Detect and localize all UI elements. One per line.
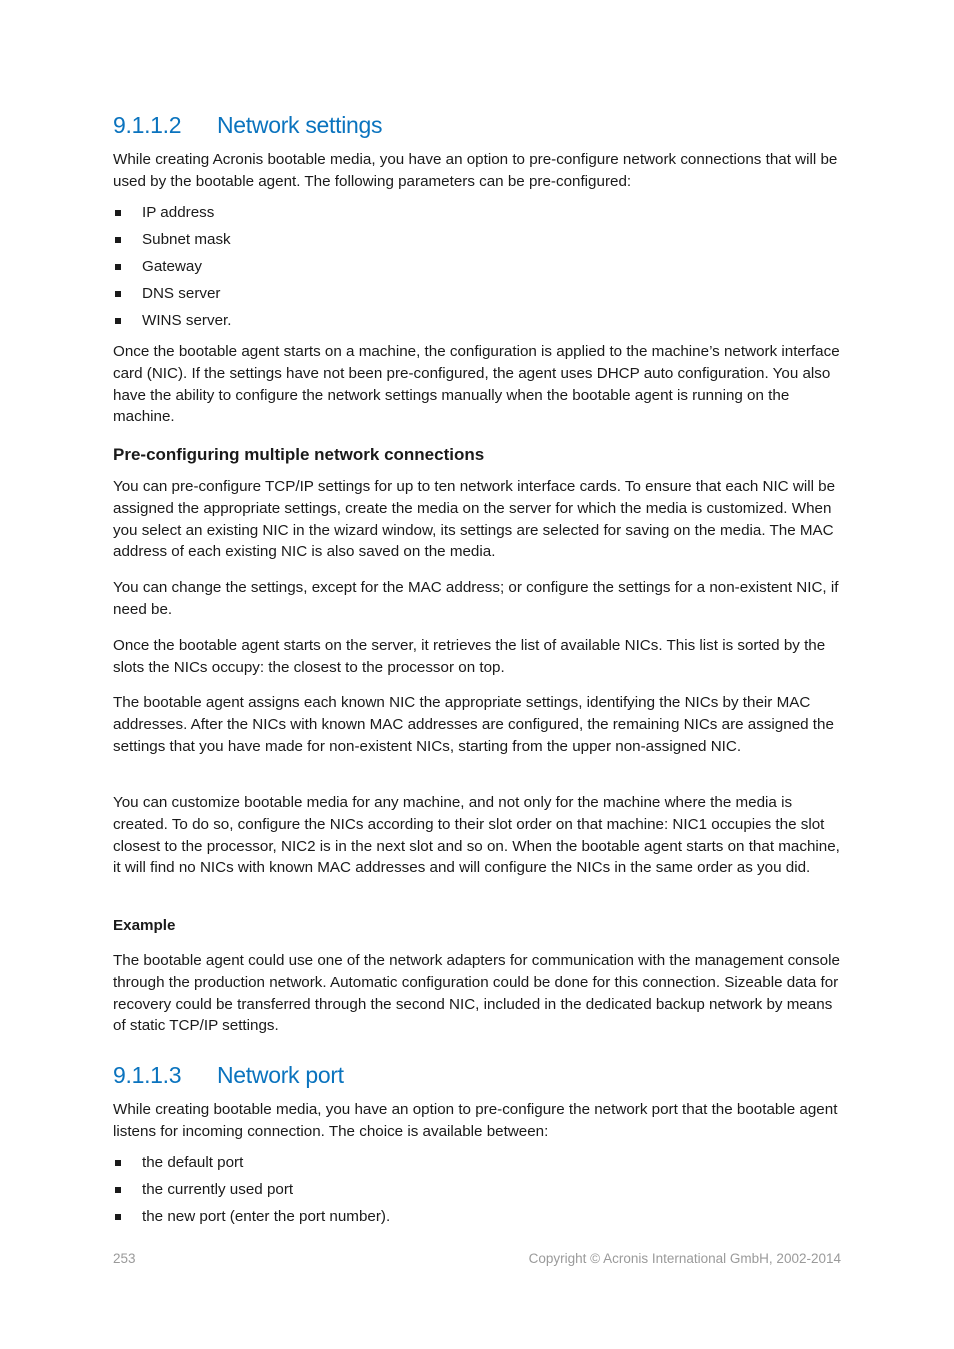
subsection-heading: Pre-configuring multiple network connections	[113, 445, 485, 464]
bullet-square-icon	[115, 237, 121, 243]
paragraph: The bootable agent could use one of the network adapters for communication with the management console through the production network. Automatic configuration could be done for this connection. Sizeable data for recovery could be transferred through the second NIC, included in the dedicated backup network by means of static TCP/IP settings.	[113, 952, 840, 1035]
page-number: 253	[113, 1251, 136, 1266]
section-title: Network port	[217, 1062, 344, 1088]
example-heading: Example	[113, 917, 176, 934]
paragraph: The bootable agent assigns each known NIC the appropriate settings, identifying the NICs by their MAC addresses. After the NICs with known MAC addresses are configured, the remaining NICs are assigned the settings that you have made for non-existent NICs, starting from the upper non-assigned NIC.	[113, 694, 834, 755]
paragraph: Once the bootable agent starts on a machine, the configuration is applied to the machine’s network interface card (NIC). If the settings have not been pre-configured, the agent uses DHCP auto configuration. You also have the ability to configure the network settings manually when the bootable agent is running on the machine.	[113, 343, 840, 426]
bullet-square-icon	[115, 210, 121, 216]
paragraph: While creating Acronis bootable media, you have an option to pre-configure network connections that will be used by the bootable agent. The following parameters can be pre-configured:	[113, 151, 838, 190]
paragraph: While creating bootable media, you have an option to pre-configure the network port that the bootable agent listens for incoming connection. The choice is available between:	[113, 1101, 838, 1140]
bullet-square-icon	[115, 1160, 121, 1166]
copyright-notice: Copyright © Acronis International GmbH, 2002-2014	[528, 1251, 841, 1266]
section-title: Network settings	[217, 112, 383, 138]
bullet-square-icon	[115, 1214, 121, 1220]
paragraph: You can change the settings, except for the MAC address; or configure the settings for a non-existent NIC, if need be.	[113, 579, 839, 618]
bullet-square-icon	[115, 264, 121, 270]
paragraph: Once the bootable agent starts on the server, it retrieves the list of available NICs. This list is sorted by the slots the NICs occupy: the closest to the processor on top.	[113, 637, 826, 676]
bullet-square-icon	[115, 318, 121, 324]
section-number: 9.1.1.3	[113, 1062, 182, 1088]
bullet-square-icon	[115, 1187, 121, 1193]
section-heading-network-settings	[113, 112, 382, 139]
section-number: 9.1.1.2	[113, 112, 182, 138]
section-heading-network-port	[113, 1062, 344, 1089]
paragraph: You can pre-configure TCP/IP settings for up to ten network interface cards. To ensure that each NIC will be assigned the appropriate settings, create the media on the server for which the media is customized. When you select an existing NIC in the wizard window, its settings are selected for saving on the media. The MAC address of each existing NIC is also saved on the media.	[113, 478, 836, 561]
bullet-square-icon	[115, 291, 121, 297]
paragraph: You can customize bootable media for any machine, and not only for the machine where the media is created. To do so, configure the NICs according to their slot order on that machine: NIC1 occupies the slot closest to the processor, NIC2 is in the next slot and so on. When the bootable agent starts on that machine, it will find no NICs with known MAC addresses and will configure the NICs in the same order as you did.	[113, 794, 840, 877]
